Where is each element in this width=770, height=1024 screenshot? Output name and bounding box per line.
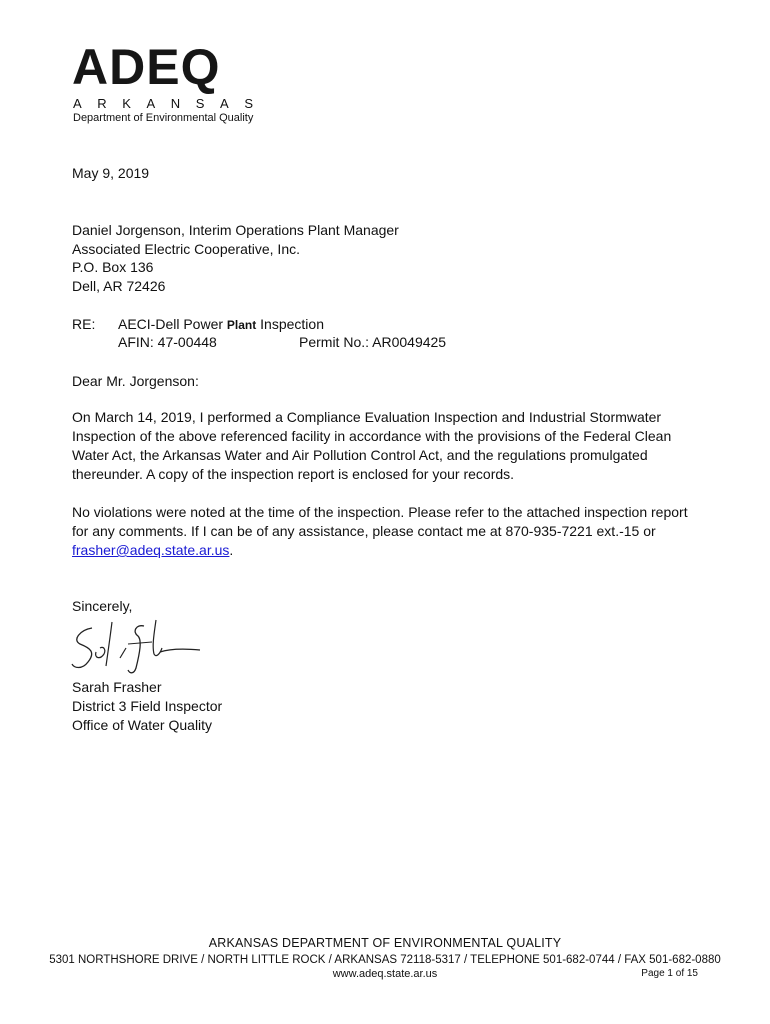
recipient-city-state: Dell, AR 72426 xyxy=(72,278,166,294)
inspector-email-link[interactable]: frasher@adeq.state.ar.us xyxy=(72,542,230,558)
para2-line1: No violations were noted at the time of the inspection. Please refer to the attached inspection report xyxy=(72,504,688,520)
page-number: Page 1 of 15 xyxy=(641,968,698,979)
para2-line3 xyxy=(72,541,233,559)
re-subject-part2: Plant xyxy=(226,318,257,332)
re-subject xyxy=(118,315,324,334)
signer-name: Sarah Frasher xyxy=(72,679,162,695)
salutation: Dear Mr. Jorgenson: xyxy=(72,373,199,389)
footer-address: 5301 NORTHSHORE DRIVE / NORTH LITTLE ROCK / ARKANSAS 72118-5317 / TELEPHONE 501-682-0744 / FAX 501-682-0880 xyxy=(49,954,721,966)
para1-line4: thereunder. A copy of the inspection report is enclosed for your records. xyxy=(72,466,515,482)
signer-title: District 3 Field Inspector xyxy=(72,698,223,714)
re-subject-part3: Inspection xyxy=(256,316,324,332)
adeq-logo-wordmark: ADEQ xyxy=(72,39,221,95)
para1-line2: Inspection of the above referenced facility in accordance with the provisions of the Federal Clean xyxy=(72,428,672,444)
recipient-name-title: Daniel Jorgenson, Interim Operations Plant Manager xyxy=(72,222,399,238)
adeq-logo-department: Department of Environmental Quality xyxy=(73,112,254,124)
re-subject-part1: AECI-Dell Power xyxy=(118,316,227,332)
adeq-logo-state: ARKANSAS xyxy=(73,96,269,111)
footer-agency: ARKANSAS DEPARTMENT OF ENVIRONMENTAL QUALITY xyxy=(208,936,562,950)
para2-line2: for any comments. If I can be of any assistance, please contact me at 870-935-7221 ext.-15 or xyxy=(72,523,656,539)
recipient-company: Associated Electric Cooperative, Inc. xyxy=(72,241,300,257)
re-permit-number: Permit No.: AR0049425 xyxy=(299,334,447,350)
letter-date: May 9, 2019 xyxy=(72,165,150,181)
signer-office: Office of Water Quality xyxy=(72,717,213,733)
re-afin: AFIN: 47-00448 xyxy=(118,334,217,350)
re-label: RE: xyxy=(72,316,96,332)
footer-website: www.adeq.state.ar.us xyxy=(332,968,438,980)
para1-line1: On March 14, 2019, I performed a Compliance Evaluation Inspection and Industrial Stormwater xyxy=(72,409,662,425)
email-trailing-period: . xyxy=(229,542,234,558)
closing: Sincerely, xyxy=(72,598,133,614)
para1-line3: Water Act, the Arkansas Water and Air Pollution Control Act, and the regulations promulgated xyxy=(72,447,648,463)
recipient-po-box: P.O. Box 136 xyxy=(72,259,154,275)
handwritten-signature xyxy=(66,614,216,680)
